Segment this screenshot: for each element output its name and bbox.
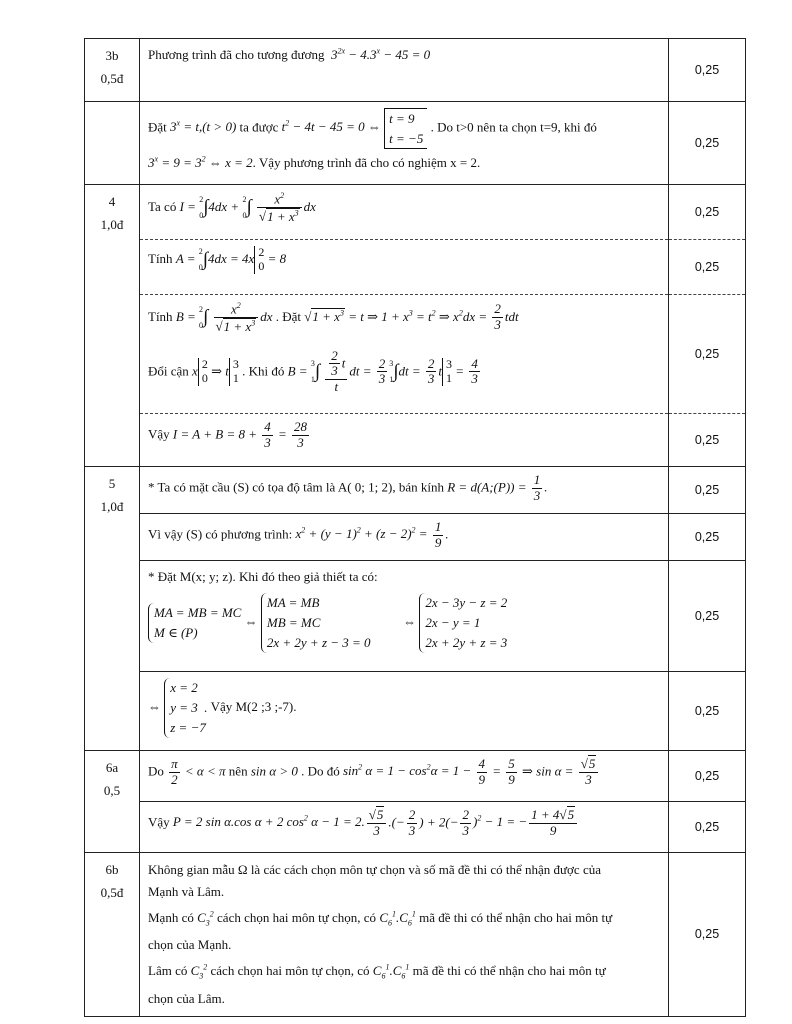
row-4-2 — [85, 240, 746, 295]
content-cell: Đặt $3^x = t,(t > 0)$ ta được $t^2 - 4t - 45 = 0$ ⇔ t = 9 t = −5 . Do t>0 nên ta chọn t=9, khi đó $3^x = 9 = 3^2$ ⇔ x = 2. Vậy phương trình đã cho có nghiệm x = 2. — [140, 102, 669, 185]
row-5-2 — [85, 514, 746, 561]
text-line: chọn của Lâm. — [148, 990, 225, 1006]
step-text: * Đặt M(x; y; z). Khi đó theo giả thiết ta có: — [148, 569, 378, 584]
question-cell — [85, 751, 140, 853]
question-cell — [85, 185, 140, 467]
text-line: Lâm có — [148, 963, 188, 979]
question-points: 1,0đ — [100, 498, 124, 514]
answer-table — [84, 38, 746, 1017]
step-text: ta được — [239, 119, 279, 135]
question-cell — [85, 467, 140, 751]
step-text: Tính — [148, 308, 173, 324]
content-cell — [140, 39, 669, 102]
row-3b-1 — [85, 39, 746, 102]
row-6a-2 — [85, 802, 746, 853]
content-cell: Không gian mẫu Ω là các cách chọn môn tự chọn và số mã đề thi có thể nhận được của Mạnh và Lâm. Mạnh có $C_3^2$ cách chọn hai môn tự chọn, có $C_6^1.C_6^1$ mã đề thi có thể nhận cho hai môn tự chọn của Mạnh. Lâm có $C_3^2$ cách chọn hai môn tự chọn, có $C_6^1.C_6^1$ mã đề thi có thể nhận cho hai môn tự chọn của Lâm. — [140, 853, 669, 1017]
step-text: Phương trình đã cho tương đương — [148, 47, 325, 62]
step-text: Vì vậy (S) có phương trình: — [148, 526, 293, 542]
content-cell: Vì vậy (S) có phương trình: $x^2 + (y - 1)^2 + (z - 2)^2$ = $\frac{1}{9}$ . — [140, 514, 669, 561]
question-number: 3b — [105, 48, 119, 63]
question-points: 1,0đ — [100, 216, 124, 232]
score-cell: 0,25 — [669, 185, 746, 240]
step-text: Do — [148, 763, 164, 779]
question-cell — [85, 39, 140, 102]
row-3b-2 — [85, 102, 746, 185]
question-cell — [85, 853, 140, 1017]
question-number: 6b — [105, 862, 119, 877]
row-6b — [85, 853, 746, 1017]
row-6a-1 — [85, 751, 746, 802]
content-cell: Ta có I = 2 0 ∫4dx + 2 0 ∫ $\frac{x^2}{√1 + x^3}$ dx — [140, 185, 669, 240]
content-cell: Do $\frac{\pi}{2}$ < α < π nên sin α > 0 . Do đó $\sin^2 \alpha = 1 - \cos^2\alpha = 1$ − $\frac{4}{9}$ = $\frac{5}{9}$ ⇒ sin α = $\frac{√5}{3}$ — [140, 751, 669, 802]
step-text: . Khi đó — [242, 362, 285, 378]
row-4-3 — [85, 295, 746, 414]
step-text: Vậy — [148, 814, 170, 830]
question-points: 0,5đ — [100, 884, 124, 900]
content-cell: Tính A = 2 0 ∫4dx = 4x 2 0 = 8 — [140, 240, 669, 295]
step-text: nên — [228, 763, 248, 779]
step-text: . Do t>0 nên ta chọn t=9, khi đó — [430, 119, 597, 135]
row-4-1 — [85, 185, 746, 240]
formula: $3^{2x} - 4.3^x - 45 = 0$ — [327, 46, 431, 62]
step-text: . Do đó — [301, 763, 340, 779]
question-points: 0,5 — [103, 782, 121, 798]
text-line: Mạnh và Lâm. — [148, 884, 225, 900]
content-cell: Vậy I = A + B = 8 + $\frac{4}{3}$ = $\frac{28}{3}$ — [140, 414, 669, 467]
score-cell: 0,25 — [669, 467, 746, 514]
score-cell: 0,25 — [669, 561, 746, 672]
step-text: Đổi cận — [148, 362, 189, 378]
score-cell: 0,25 — [669, 514, 746, 561]
content-cell: * Ta có mặt cầu (S) có tọa độ tâm là A( 0; 1; 2), bán kính R = d(A;(P)) = $\frac{1}{3}$ . — [140, 467, 669, 514]
content-cell: Vậy P = 2 sin α.cos α + 2 $\cos^2 \alpha - 1 = 2$. $\frac{√5}{3}$ .(− $\frac{2}{3}$ ) + 2(− $\frac{2}{3}$ )$^2$ − 1 = − $\frac{1 + 4√5}{9}$ — [140, 802, 669, 853]
score-cell: 0,25 — [669, 39, 746, 102]
content-cell: * Đặt M(x; y; z). Khi đó theo giả thiết ta có: MA = MB = MC M ∈ (P) ⇔ MA = MB MB = MC 2x + 2y + z − 3 = 0 ⇔ 2x − 3y − z = 2 2x − y = 1 2x + 2y + z = 3 — [140, 561, 669, 672]
score-cell: 0,25 — [669, 672, 746, 751]
score-cell: 0,25 — [669, 853, 746, 1017]
score-cell: 0,25 — [669, 240, 746, 295]
content-cell: Tính B = 2 0 ∫ $\frac{x^2}{√1 + x^3}$ dx . Đặt $√1 + x^3 = t$ ⇒ $1 + x^3 = t^2$ ⇒ $x^2dx$ = $\frac{2}{3}$ tdt Đổi cận x 2 0 ⇒ t 3 1 . Khi đó B = 3 1 ∫ $\frac{2}{3}$ t t dt = $\frac{2}{3}$ 3 1 ∫dt = $\frac{2}{3}$ t 3 1 = $\frac{4}{3}$ — [140, 295, 669, 414]
step-text: * Ta có mặt cầu (S) có tọa độ tâm là A( 0; 1; 2), bán kính — [148, 479, 444, 495]
text-line: cách chọn hai môn tự chọn, có — [210, 963, 370, 979]
row-5-1 — [85, 467, 746, 514]
step-text: Đặt — [148, 119, 167, 135]
answer-key-sheet — [84, 38, 746, 1017]
step-text: . Đặt — [275, 308, 301, 324]
text-line: cách chọn hai môn tự chọn, có — [217, 910, 377, 926]
score-cell: 0,25 — [669, 802, 746, 853]
text-line: Mạnh có — [148, 910, 194, 926]
row-4-4 — [85, 414, 746, 467]
question-number: 6a — [105, 760, 119, 775]
row-5-4 — [85, 672, 746, 751]
step-text: Ta có — [148, 198, 177, 214]
question-number: 5 — [108, 476, 116, 491]
score-cell: 0,25 — [669, 295, 746, 414]
step-text: Vậy — [148, 426, 170, 442]
row-5-3 — [85, 561, 746, 672]
text-line: chọn của Mạnh. — [148, 937, 232, 953]
score-cell: 0,25 — [669, 414, 746, 467]
score-cell: 0,25 — [669, 102, 746, 185]
step-text: . Vậy phương trình đã cho có nghiệm x = 2. — [252, 155, 481, 170]
step-text: Tính — [148, 251, 173, 267]
score-cell: 0,25 — [669, 751, 746, 802]
text-line: mã đề thi có thể nhận cho hai môn tự — [412, 963, 606, 979]
question-points: 0,5đ — [100, 70, 124, 86]
question-cell — [85, 102, 140, 185]
content-cell: ⇔ x = 2 y = 3 . z = −7 Vậy M(2 ;3 ;-7). — [140, 672, 669, 751]
step-text: Vậy M(2 ;3 ;-7). — [210, 699, 297, 715]
text-line: Không gian mẫu Ω là các cách chọn môn tự chọn và số mã đề thi có thể nhận được của — [148, 862, 601, 877]
question-number: 4 — [108, 194, 116, 209]
text-line: mã đề thi có thể nhận cho hai môn tự — [419, 910, 613, 926]
